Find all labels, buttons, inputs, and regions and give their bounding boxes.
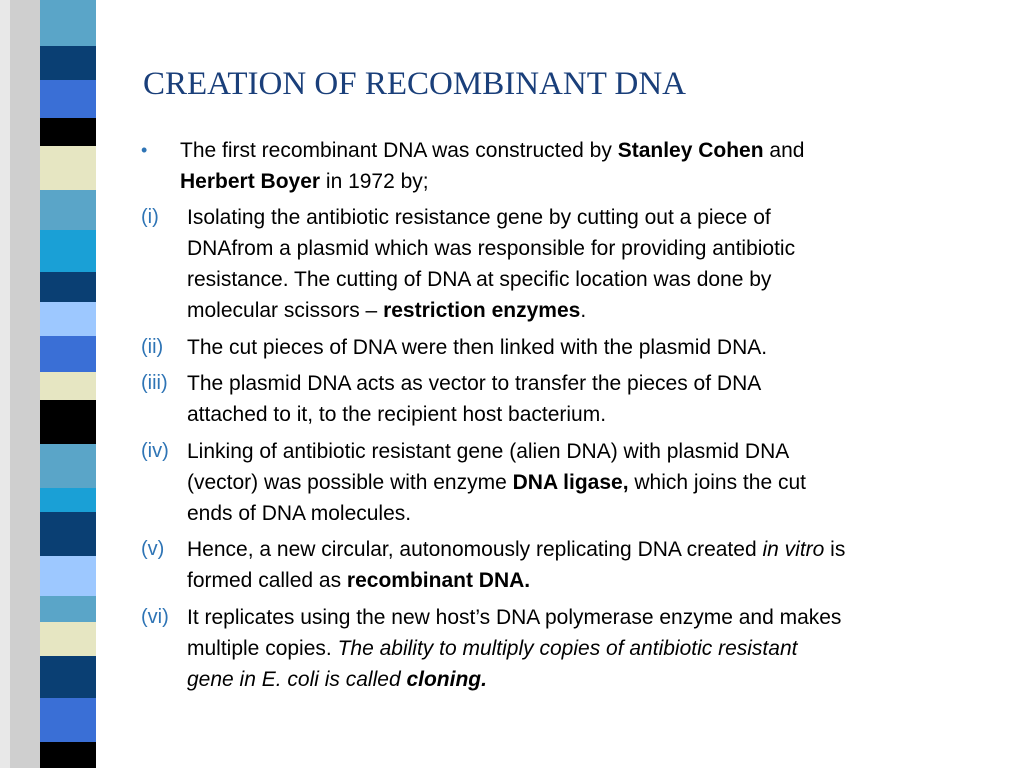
slide-title: CREATION OF RECOMBINANT DNA	[143, 66, 687, 102]
name-stanley-cohen: Stanley Cohen	[617, 139, 764, 162]
item-number: (i)	[141, 206, 159, 228]
stripe-block	[40, 230, 96, 272]
item-text: Linking of antibiotic resistant gene (alien DNA) with plasmid DNA (vector) was possible with enzyme DNA ligase, which joins the cut ends of DNA molecules.	[187, 440, 806, 525]
decorative-stripe-bar	[0, 0, 118, 768]
item-text: It replicates using the new host’s DNA polymerase enzyme and makes multiple copies. The ability to multiply copies of antibiotic resistant gene in E. coli is called cloning.	[187, 606, 842, 691]
stripe-block	[40, 698, 96, 742]
item-text: Hence, a new circular, autonomously replicating DNA created in vitro is formed called as recombinant DNA.	[187, 538, 846, 592]
stripe-block	[40, 146, 96, 190]
stripe-block	[40, 336, 96, 372]
item-text: The plasmid DNA acts as vector to transfer the pieces of DNA attached to it, to the recipient host bacterium.	[187, 372, 762, 426]
stripe-block	[40, 272, 96, 302]
stripe-block	[40, 556, 96, 596]
stripe-block	[40, 372, 96, 400]
stripe-block	[40, 80, 96, 118]
stripe-block	[40, 656, 96, 698]
stripe-block	[40, 512, 96, 556]
stripe-block	[40, 18, 96, 46]
stripe-block	[40, 118, 96, 146]
stripe-block	[40, 488, 96, 512]
bullet-marker: •	[141, 140, 148, 160]
stripe-block	[40, 400, 96, 444]
intro-text: The first recombinant DNA was constructed by Stanley Cohen and Herbert Boyer in 1972 by;	[180, 139, 805, 193]
stripe-block	[40, 302, 96, 336]
item-number: (vi)	[141, 606, 169, 628]
name-herbert-boyer: Herbert Boyer	[180, 170, 321, 193]
stripe-block	[40, 596, 96, 622]
stripe-block	[40, 46, 96, 80]
item-text: Isolating the antibiotic resistance gene by cutting out a piece of DNAfrom a plasmid which was responsible for providing antibiotic resistance. The cutting of DNA at specific location was done by molecular scissors – restriction enzymes.	[187, 206, 796, 322]
stripe-block	[40, 622, 96, 656]
stripe-block	[40, 190, 96, 230]
stripe-block	[40, 0, 96, 18]
stripe-block	[40, 742, 96, 768]
item-number: (iii)	[141, 372, 168, 394]
item-number: (ii)	[141, 336, 164, 358]
stripe-block	[40, 444, 96, 488]
item-number: (v)	[141, 538, 165, 560]
item-number: (iv)	[141, 440, 169, 462]
item-text: The cut pieces of DNA were then linked with the plasmid DNA.	[187, 336, 768, 359]
